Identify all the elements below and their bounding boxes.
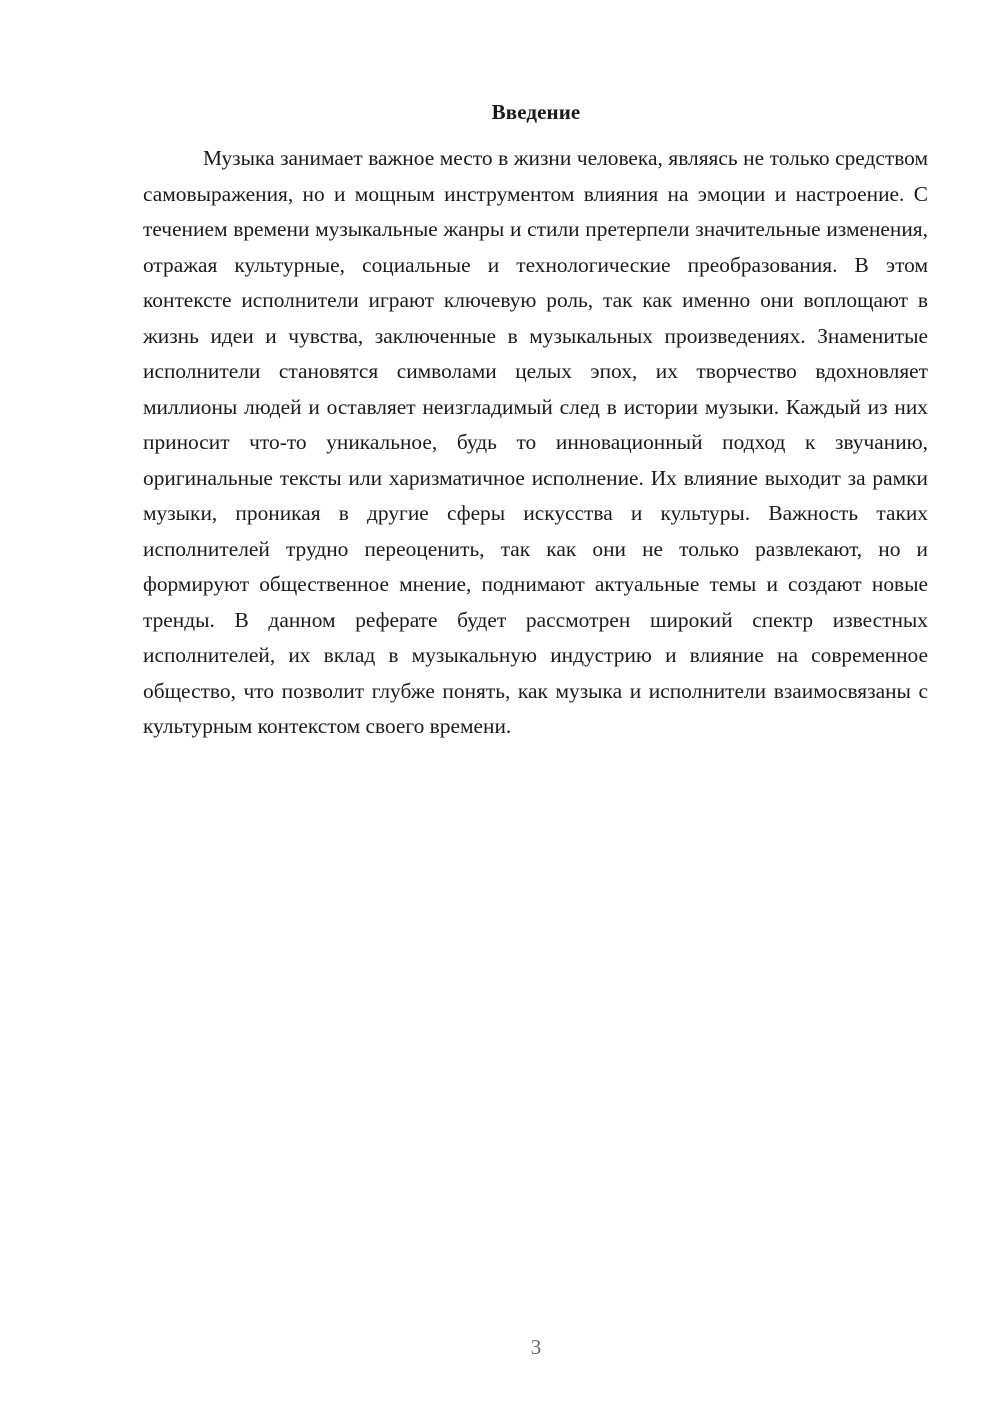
body-paragraph: Музыка занимает важное место в жизни человека, являясь не только средством самовыражения, но и мощным инструментом влияния на эмоции и настроение. С течением времени музыкальные жанры и стили претерпели значительные изменения, отражая культурные, социальные и технологические преобразования. В этом контексте исполнители играют ключевую роль, так как именно они воплощают в жизнь идеи и чувства, заключенные в музыкальных произведениях. Знаменитые исполнители становятся символами целых эпох, их творчество вдохновляет миллионы людей и оставляет неизгладимый след в истории музыки. Каждый из них приносит что-то уникальное, будь то инновационный подход к звучанию, оригинальные тексты или харизматичное исполнение. Их влияние выходит за рамки музыки, проникая в другие сферы искусства и культуры. Важность таких исполнителей трудно переоценить, так как они не только развлекают, но и формируют общественное мнение, поднимают актуальные темы и создают новые тренды. В данном реферате будет рассмотрен широкий спектр известных исполнителей, их вклад в музыкальную индустрию и влияние на современное общество, что позволит глубже понять, как музыка и исполнители взаимосвязаны с культурным контекстом своего времени.	[143, 146, 928, 738]
section-heading: Введение	[491, 100, 581, 124]
page-number: 3	[530, 1335, 542, 1359]
